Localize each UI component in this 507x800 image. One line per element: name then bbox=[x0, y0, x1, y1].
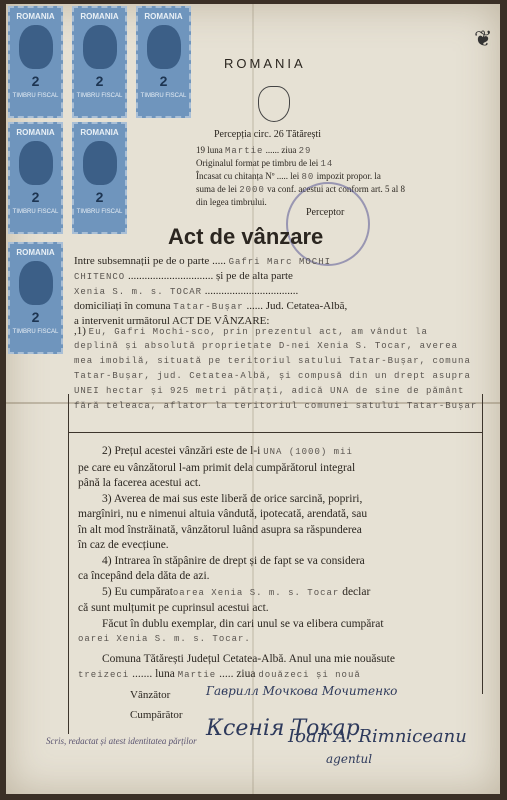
fiscal-stamp: ROMANIA 2 TIMBRU FISCAL bbox=[8, 6, 63, 118]
country-heading: ROMANIA bbox=[224, 56, 306, 71]
attestation-label: Scris, redactat și atest identitatea părților bbox=[46, 736, 197, 746]
margin-line bbox=[482, 394, 483, 694]
coat-of-arms-icon bbox=[258, 86, 290, 122]
buyer-signature: Ксенія Токар bbox=[206, 716, 360, 741]
fiscal-stamp: ROMANIA 2 TIMBRU FISCAL bbox=[8, 122, 63, 234]
tax-block: 19 luna Martie ...... ziua 29 Originalul format pe timbru de lei 14 Încasat cu chitanța Nº ..... lei 80 impozit propor. la suma de lei 2000 va conf. acestui act conform art. 5 al 8 din legea timbrului. bbox=[196, 145, 406, 207]
portrait-icon bbox=[19, 261, 53, 305]
sale-description: ,1) Eu, Gafri Mochi-sco, prin prezentul act, am vândut la deplină și absolută proprietate D-nei Xenia S. Tocar, averea mea imobilă, situată pe teritoriul satului Tatar-Bușar, comuna Tatar-Bușar, jud. Cetatea-Albă, și compusă din un drept asupra UNEI hectar și 925 metri pătrați, adică UNA de sine de pământ fără teleaca, aflator la teritoriul comunei satului Tatar-Bușar bbox=[74, 325, 478, 411]
perceptor-label: Perceptor bbox=[306, 207, 345, 218]
portrait-icon bbox=[19, 141, 53, 185]
seller-signature: Гаврилл Мочкова Мочитенко bbox=[206, 684, 398, 698]
clauses-section: 2) Prețul acestei vânzări este de l-i UNA (1000) mii pe care eu vânzătorul l-am primit dela cumpărătorul integral până la facerea acestui act. 3) Averea de mai sus este liberă de orice sarcină, popriri, margîniri, nu e nimenui altuia vândută, ipotecată, arendată, sau în alt mod înstrăinată, vânzătorul luând asupra sa răspunderea în caz de evecțiune. 4) Intrarea în stăpânire de drept și de fapt se va considera ca începând dela dăta de azi. 5) Eu cumpăratoarea Xenia S. m. s. Tocar declar că sunt mulțumit pe cuprinsul acestui act. Făcut în dublu exemplar, din cari unul se va elibera cumpărat oarei Xenia S. m. s. Tocar. Comuna Tătărești Județul Cetatea-Albă. Anul una mie nouăsute treizeci ....... luna Martie ..... ziua douăzeci și nouă bbox=[78, 445, 395, 680]
fiscal-stamp: ROMANIA 2 TIMBRU FISCAL bbox=[8, 242, 63, 354]
margin-line bbox=[68, 394, 69, 734]
seller-label: Vânzător bbox=[130, 689, 171, 701]
fiscal-stamp: ROMANIA 2 TIMBRU FISCAL bbox=[136, 6, 191, 118]
portrait-icon bbox=[83, 25, 117, 69]
document-sheet bbox=[6, 4, 500, 794]
ornament-icon: ❦ bbox=[474, 26, 493, 51]
portrait-icon bbox=[19, 25, 53, 69]
portrait-icon bbox=[147, 25, 181, 69]
fiscal-stamp: ROMANIA 2 TIMBRU FISCAL bbox=[72, 122, 127, 234]
document-title: Act de vânzare bbox=[168, 224, 324, 249]
attestation-signature: Ioan A. Rimniceanu bbox=[288, 726, 467, 747]
portrait-icon bbox=[83, 141, 117, 185]
section-divider bbox=[68, 432, 482, 433]
fiscal-stamp: ROMANIA 2 TIMBRU FISCAL bbox=[72, 6, 127, 118]
tax-office: Percepția circ. 26 Tătărești bbox=[214, 129, 321, 140]
parties-section: Intre subsemnații pe de o parte ..... Gafri Marc MOCHI CHITENCO ............................... și pe de alta parte Xenia S. m. s. TOCAR .................................. domiciliați în comuna Tatar-Bușar ...... Jud. Cetatea-Albă, a intervenit următorul ACT DE VÂNZARE: bbox=[74, 255, 348, 327]
buyer-label: Cumpărător bbox=[130, 709, 183, 721]
attestation-title: agentul bbox=[326, 752, 373, 766]
